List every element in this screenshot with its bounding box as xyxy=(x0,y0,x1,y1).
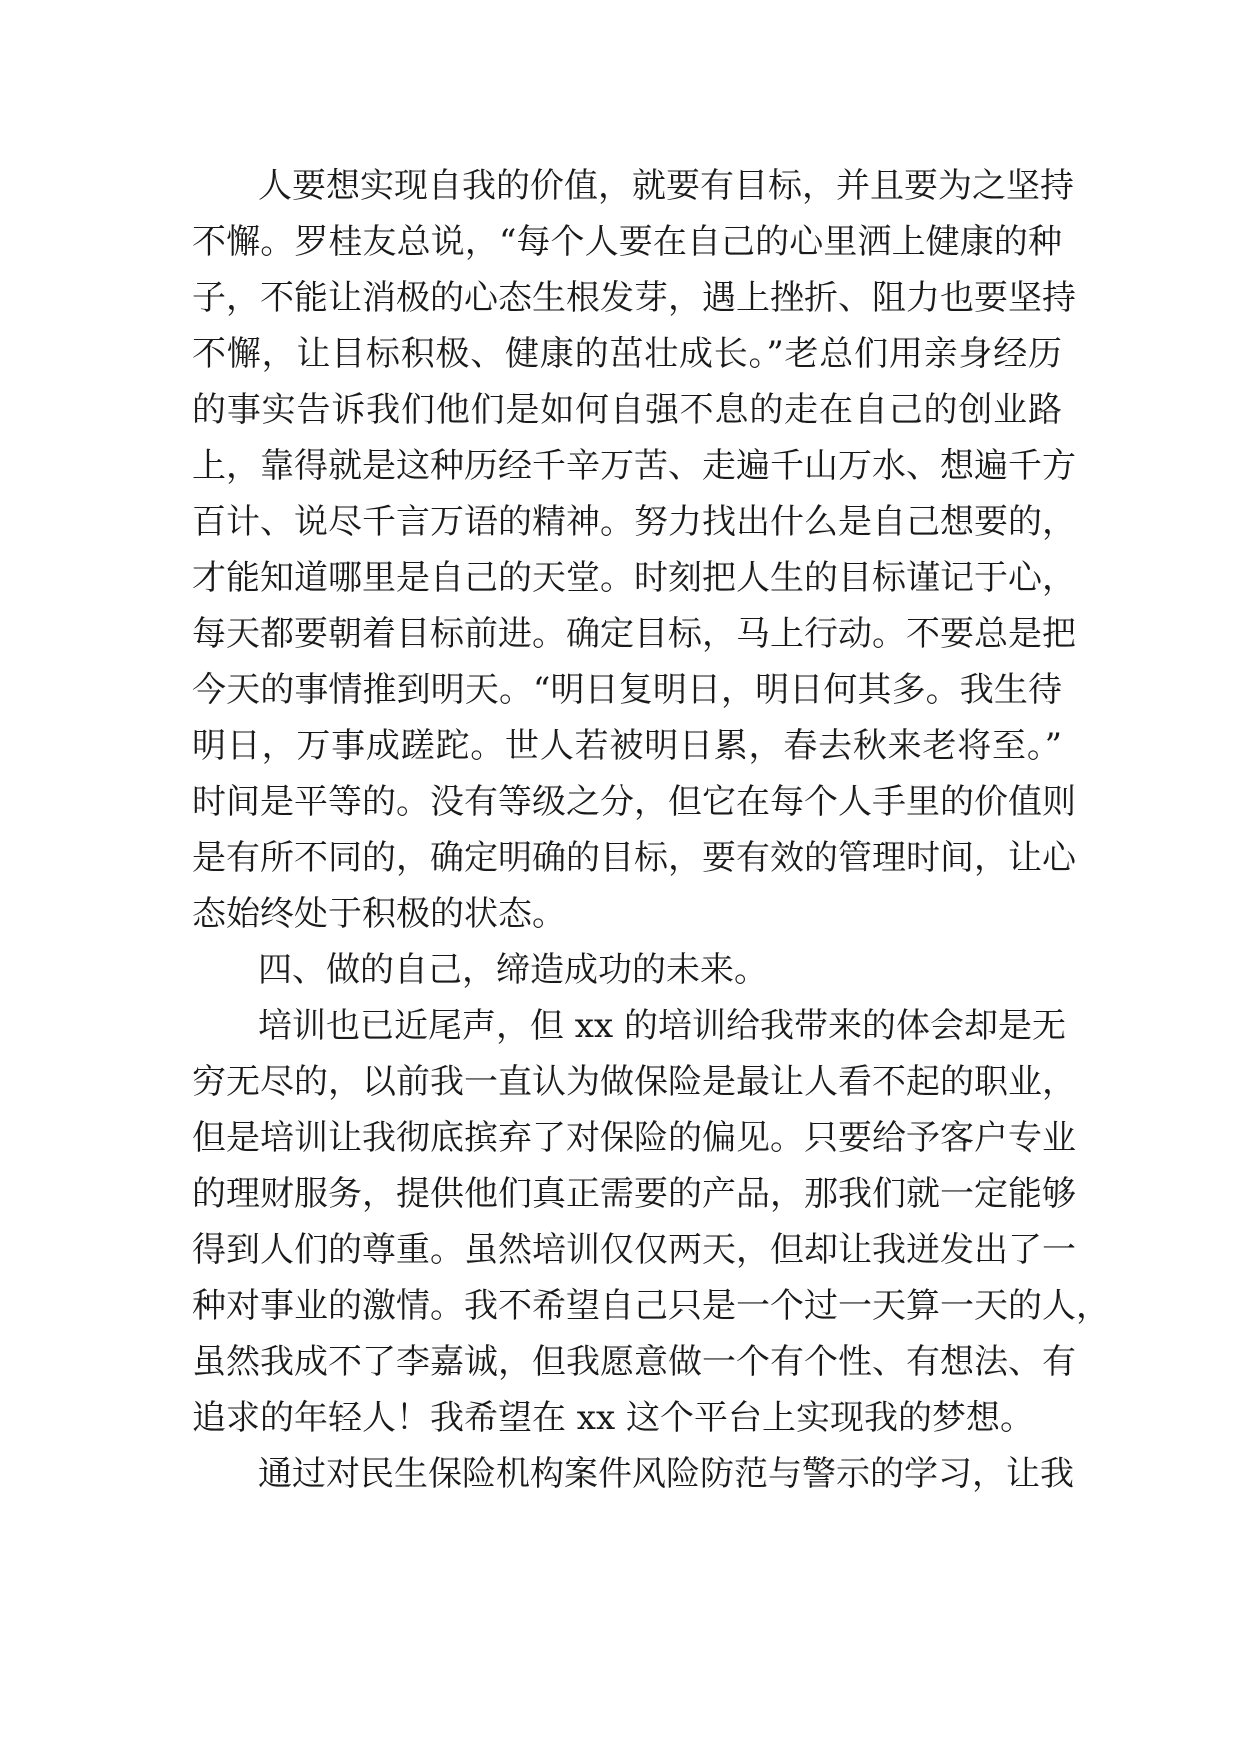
paragraph-2-line-4: 的理财服务，提供他们真正需要的产品，那我们就一定能够 xyxy=(192,1174,1076,1214)
paragraph-1-line-4: 不懈，让目标积极、健康的茁壮成长。”老总们用亲身经历 xyxy=(192,334,1062,374)
paragraph-1-line-7: 百计、说尽千言万语的精神。努力找出什么是自己想要的， xyxy=(192,502,1076,542)
paragraph-1-line-5: 的事实告诉我们他们是如何自强不息的走在自己的创业路 xyxy=(192,390,1062,430)
paragraph-1-line-8: 才能知道哪里是自己的天堂。时刻把人生的目标谨记于心， xyxy=(192,558,1076,598)
paragraph-2-line-8: 追求的年轻人！我希望在 xx 这个平台上实现我的梦想。 xyxy=(192,1398,1034,1438)
paragraph-1-line-12: 时间是平等的。没有等级之分，但它在每个人手里的价值则 xyxy=(192,782,1076,822)
paragraph-1-line-6: 上，靠得就是这种历经千辛万苦、走遍千山万水、想遍千方 xyxy=(192,446,1076,486)
paragraph-1-line-2: 不懈。罗桂友总说，“每个人要在自己的心里洒上健康的种 xyxy=(192,222,1062,262)
paragraph-2-line-7: 虽然我成不了李嘉诚，但我愿意做一个有个性、有想法、有 xyxy=(192,1342,1076,1382)
paragraph-1-line-14: 态始终处于积极的状态。 xyxy=(192,894,566,934)
paragraph-3-line-1: 通过对民生保险机构案件风险防范与警示的学习，让我 xyxy=(258,1454,1074,1494)
paragraph-2-line-2: 穷无尽的，以前我一直认为做保险是最让人看不起的职业， xyxy=(192,1062,1076,1102)
paragraph-1-line-11: 明日，万事成蹉跎。世人若被明日累，春去秋来老将至。” xyxy=(192,726,1062,766)
paragraph-2-line-5: 得到人们的尊重。虽然培训仅仅两天，但却让我迸发出了一 xyxy=(192,1230,1076,1270)
paragraph-1-line-1: 人要想实现自我的价值，就要有目标，并且要为之坚持 xyxy=(258,166,1074,206)
paragraph-2-line-6: 种对事业的激情。我不希望自己只是一个过一天算一天的人， xyxy=(192,1286,1110,1326)
paragraph-1-line-13: 是有所不同的，确定明确的目标，要有效的管理时间，让心 xyxy=(192,838,1076,878)
paragraph-1-line-3: 子，不能让消极的心态生根发芽，遇上挫折、阻力也要坚持 xyxy=(192,278,1076,318)
paragraph-2-line-3: 但是培训让我彻底摈弃了对保险的偏见。只要给予客户专业 xyxy=(192,1118,1076,1158)
section-heading: 四、做的自己，缔造成功的未来。 xyxy=(258,950,768,990)
paragraph-2-line-1: 培训也已近尾声，但 xx 的培训给我带来的体会却是无 xyxy=(258,1006,1066,1046)
paragraph-1-line-9: 每天都要朝着目标前进。确定目标，马上行动。不要总是把 xyxy=(192,614,1076,654)
paragraph-1-line-10: 今天的事情推到明天。“明日复明日，明日何其多。我生待 xyxy=(192,670,1062,710)
